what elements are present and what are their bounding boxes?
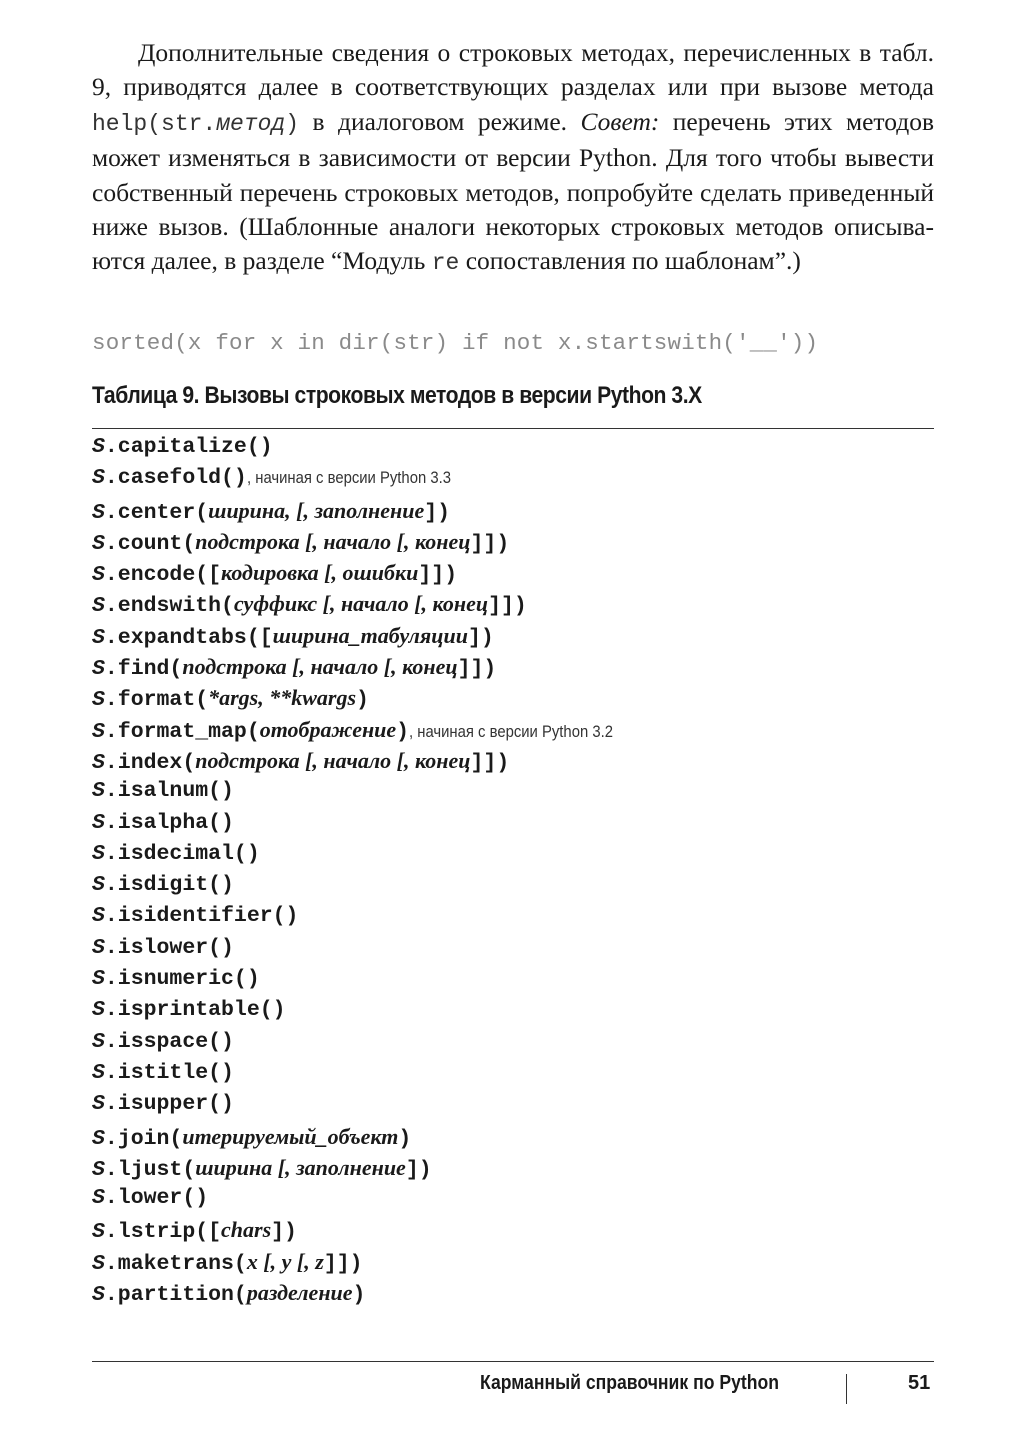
method-row — [92, 495, 934, 526]
method-object: S — [92, 500, 105, 525]
intro-text-2: в диалоговом режиме. — [299, 106, 581, 136]
help-code-arg: метод — [216, 110, 286, 137]
method-code: .join( — [104, 1126, 183, 1151]
method-object: S — [92, 873, 105, 898]
method-object: S — [92, 625, 105, 650]
help-code-close: ) — [285, 110, 300, 137]
method-params: разделение — [246, 1280, 353, 1306]
method-object: S — [92, 531, 105, 556]
intro-paragraph — [92, 36, 934, 281]
method-row — [92, 1183, 934, 1214]
method-code: .isupper() — [104, 1092, 234, 1117]
method-row — [92, 1121, 934, 1152]
footer-book-title: Карманный справочник по Python — [480, 1372, 779, 1394]
method-code: .islower() — [104, 935, 234, 960]
method-row — [92, 557, 934, 588]
method-params: подстрока [, начало [, конец — [182, 654, 458, 680]
method-row — [92, 901, 934, 932]
method-row — [92, 432, 934, 463]
footer-separator — [846, 1374, 847, 1404]
method-object: S — [92, 1157, 105, 1182]
method-params: отображение — [259, 716, 397, 742]
method-row — [92, 714, 934, 745]
method-code: .expandtabs([ — [104, 625, 273, 650]
method-code: .ljust( — [104, 1157, 196, 1182]
method-object: S — [92, 1251, 105, 1276]
method-params: *args, **kwargs — [208, 685, 357, 711]
method-row — [92, 651, 934, 682]
method-object: S — [92, 657, 105, 682]
method-object: S — [92, 719, 105, 744]
method-params: x [, y [, z — [246, 1248, 324, 1274]
code-example: sorted(x for x in dir(str) if not x.startswith('__')) — [92, 330, 819, 356]
method-object: S — [92, 563, 105, 588]
method-object: S — [92, 841, 105, 866]
method-code: .casefold() — [104, 466, 247, 491]
method-code: .index( — [104, 750, 196, 775]
method-object: S — [92, 435, 105, 459]
method-tail: ]) — [271, 1220, 297, 1245]
method-code: .istitle() — [104, 1060, 234, 1085]
method-object: S — [92, 1186, 105, 1211]
table-title: Таблица 9. Вызовы строковых методов в версии Python 3.X — [92, 382, 702, 409]
method-row — [92, 526, 934, 557]
method-tail: ]]) — [470, 531, 510, 556]
method-code: .center( — [104, 500, 209, 525]
intro-text-1: Дополнительные сведения о строковых методах, перечисленных в табл. 9, приводятся далее в соответствующих разделах или при вызове метода — [92, 38, 934, 102]
method-params: ширина [, заполнение — [195, 1154, 406, 1180]
intro-text-3: перечень этих методов может изменяться в зависимости от версии Python. Для того чтобы вывести собственный перечень строковых методов, попробуйте сделать приведенный ниже вызов. (Шаблонные аналоги некоторых строковых методов описываются далее, в разделе “Модуль — [92, 106, 934, 276]
method-code: .endswith( — [104, 594, 234, 619]
method-object: S — [92, 1126, 105, 1151]
intro-text-4: сопоставления по шаблонам”.) — [459, 246, 801, 276]
method-row — [92, 682, 934, 713]
method-code: .isprintable() — [104, 998, 286, 1023]
method-object: S — [92, 750, 105, 775]
page-number: 51 — [908, 1372, 931, 1394]
method-code: .count( — [104, 531, 196, 556]
method-params: ширина, [, заполнение — [208, 497, 425, 523]
method-object: S — [92, 967, 105, 992]
method-code: .partition( — [104, 1283, 247, 1308]
method-row — [92, 964, 934, 995]
method-tail: ]]) — [488, 594, 527, 619]
method-row — [92, 1089, 934, 1120]
method-object: S — [92, 1220, 105, 1245]
method-row — [92, 1152, 934, 1183]
method-row — [92, 1214, 934, 1245]
help-code: help(str. — [92, 110, 217, 137]
method-params: кодировка [, ошибки — [221, 560, 419, 586]
method-tail: ]) — [467, 625, 494, 650]
method-row — [92, 620, 934, 651]
method-code: .find( — [104, 657, 183, 682]
method-row — [92, 463, 934, 494]
method-params: суффикс [, начало [, конец — [233, 591, 489, 617]
method-tail: ]]) — [323, 1251, 363, 1276]
method-object: S — [92, 779, 105, 804]
method-params: подстрока [, начало [, конец — [195, 528, 471, 554]
method-object: S — [92, 1283, 105, 1308]
table-top-rule — [92, 428, 934, 429]
method-row — [92, 1058, 934, 1089]
method-code: .format_map( — [104, 719, 260, 744]
method-code: .isidentifier() — [104, 904, 299, 929]
method-code: .isalnum() — [104, 779, 234, 804]
method-object: S — [92, 998, 105, 1023]
method-row — [92, 1246, 934, 1277]
method-params: ширина_табуляции — [272, 622, 468, 648]
method-params: chars — [221, 1217, 272, 1243]
method-tail: ]) — [424, 500, 451, 525]
method-tail: ]) — [405, 1157, 432, 1182]
method-code: .encode([ — [104, 563, 222, 588]
method-object: S — [92, 904, 105, 929]
method-row — [92, 808, 934, 839]
method-object: S — [92, 594, 105, 619]
method-tail: ) — [398, 1126, 412, 1151]
method-row — [92, 776, 934, 807]
method-tail: ]]) — [457, 657, 497, 682]
method-row — [92, 1277, 934, 1308]
method-row — [92, 870, 934, 901]
method-object: S — [92, 1092, 105, 1117]
method-note: , начиная с версии Python 3.3 — [246, 469, 451, 488]
method-code: .isspace() — [104, 1029, 234, 1054]
method-row — [92, 933, 934, 964]
method-row — [92, 745, 934, 776]
method-code: .isalpha() — [104, 810, 234, 835]
method-code: .maketrans( — [104, 1251, 247, 1276]
method-code: .isdigit() — [104, 873, 234, 898]
method-row — [92, 839, 934, 870]
method-object: S — [92, 1029, 105, 1054]
method-row — [92, 1027, 934, 1058]
method-note: , начиная с версии Python 3.2 — [409, 722, 614, 741]
method-tail: ) — [396, 719, 410, 744]
method-code: .capitalize() — [104, 435, 273, 459]
method-tail: ]]) — [418, 563, 458, 588]
method-code: .format( — [104, 688, 209, 713]
method-list — [92, 432, 934, 1308]
method-object: S — [92, 466, 105, 491]
method-tail: ) — [352, 1283, 366, 1308]
method-object: S — [92, 810, 105, 835]
method-params: итерируемый_объект — [182, 1123, 399, 1149]
tip-label: Совет: — [580, 106, 660, 136]
method-tail: ) — [356, 688, 369, 713]
method-code: .isnumeric() — [104, 967, 260, 992]
re-code: re — [431, 250, 460, 277]
method-object: S — [92, 688, 105, 713]
method-object: S — [92, 935, 105, 960]
method-code: .lower() — [104, 1186, 209, 1211]
method-code: .lstrip([ — [104, 1220, 222, 1245]
method-row — [92, 995, 934, 1026]
method-code: .isdecimal() — [104, 841, 260, 866]
footer-rule — [92, 1361, 934, 1362]
method-row — [92, 588, 934, 619]
method-object: S — [92, 1060, 105, 1085]
method-params: подстрока [, начало [, конец — [195, 747, 471, 773]
method-tail: ]]) — [470, 750, 510, 775]
